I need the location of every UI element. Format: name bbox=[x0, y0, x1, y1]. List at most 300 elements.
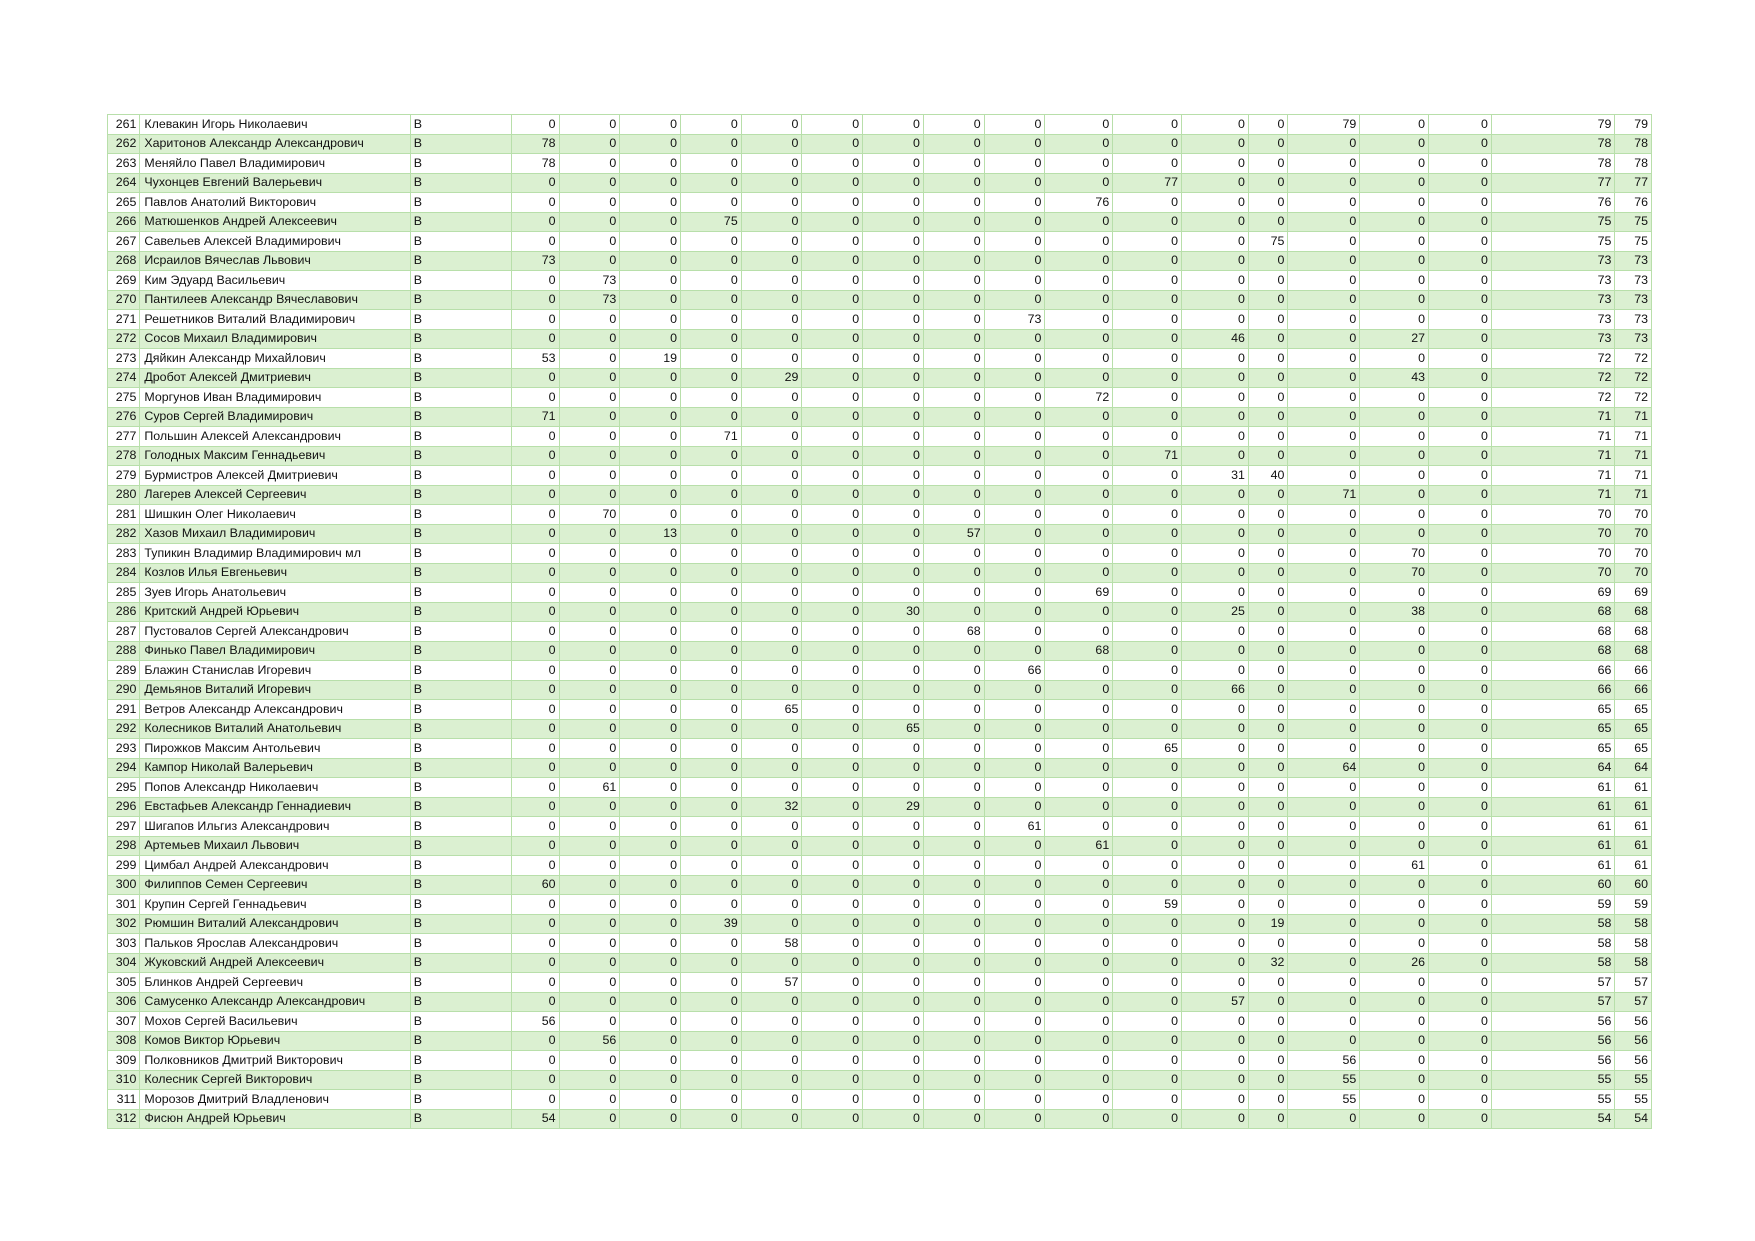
stage-11-cell: 0 bbox=[1113, 427, 1182, 447]
stage-9-cell: 0 bbox=[984, 602, 1045, 622]
table-row bbox=[108, 992, 1652, 1012]
stage-13-cell: 0 bbox=[1248, 388, 1287, 408]
stage-15-cell: 0 bbox=[1360, 505, 1429, 525]
stage-2-cell: 0 bbox=[559, 700, 620, 720]
group-cell: В bbox=[410, 407, 511, 427]
stage-16-cell: 0 bbox=[1429, 212, 1492, 232]
stage-10-cell: 0 bbox=[1045, 602, 1113, 622]
stage-1-cell: 0 bbox=[511, 680, 559, 700]
stage-11-cell: 0 bbox=[1113, 934, 1182, 954]
table-row bbox=[108, 290, 1652, 310]
stage-7-cell: 0 bbox=[863, 739, 924, 759]
table-row bbox=[108, 310, 1652, 330]
stage-12-cell: 0 bbox=[1182, 1070, 1249, 1090]
stage-2-cell: 0 bbox=[559, 544, 620, 564]
stage-15-cell: 0 bbox=[1360, 271, 1429, 291]
stage-2-cell: 0 bbox=[559, 368, 620, 388]
stage-7-cell: 0 bbox=[863, 368, 924, 388]
stage-3-cell: 0 bbox=[620, 973, 681, 993]
stage-6-cell: 0 bbox=[802, 544, 863, 564]
rank-cell: 268 bbox=[108, 251, 140, 271]
stage-16-cell: 0 bbox=[1429, 1070, 1492, 1090]
stage-8-cell: 0 bbox=[923, 349, 984, 369]
stage-11-cell: 0 bbox=[1113, 836, 1182, 856]
table-row bbox=[108, 602, 1652, 622]
stage-6-cell: 0 bbox=[802, 485, 863, 505]
stage-2-cell: 0 bbox=[559, 193, 620, 213]
table-row bbox=[108, 407, 1652, 427]
stage-5-cell: 0 bbox=[741, 212, 802, 232]
stage-11-cell: 0 bbox=[1113, 778, 1182, 798]
stage-1-cell: 0 bbox=[511, 446, 559, 466]
stage-10-cell: 0 bbox=[1045, 329, 1113, 349]
stage-3-cell: 13 bbox=[620, 524, 681, 544]
stage-2-cell: 0 bbox=[559, 602, 620, 622]
group-cell: В bbox=[410, 154, 511, 174]
stage-5-cell: 0 bbox=[741, 524, 802, 544]
stage-2-cell: 0 bbox=[559, 407, 620, 427]
stage-9-cell: 0 bbox=[984, 388, 1045, 408]
stage-14-cell: 0 bbox=[1288, 583, 1360, 603]
stage-11-cell: 0 bbox=[1113, 466, 1182, 486]
stage-10-cell: 76 bbox=[1045, 193, 1113, 213]
stage-14-cell: 0 bbox=[1288, 875, 1360, 895]
stage-13-cell: 0 bbox=[1248, 212, 1287, 232]
stage-6-cell: 0 bbox=[802, 992, 863, 1012]
stage-6-cell: 0 bbox=[802, 934, 863, 954]
stage-11-cell: 0 bbox=[1113, 193, 1182, 213]
total-cell: 65 bbox=[1491, 739, 1615, 759]
total-cell: 71 bbox=[1491, 485, 1615, 505]
stage-2-cell: 0 bbox=[559, 251, 620, 271]
stage-8-cell: 0 bbox=[923, 1090, 984, 1110]
group-cell: В bbox=[410, 446, 511, 466]
stage-4-cell: 0 bbox=[680, 505, 741, 525]
stage-5-cell: 32 bbox=[741, 797, 802, 817]
stage-15-cell: 0 bbox=[1360, 388, 1429, 408]
stage-1-cell: 0 bbox=[511, 934, 559, 954]
group-cell: В bbox=[410, 251, 511, 271]
stage-3-cell: 0 bbox=[620, 134, 681, 154]
name-cell: Меняйло Павел Владимирович bbox=[140, 154, 410, 174]
stage-4-cell: 0 bbox=[680, 797, 741, 817]
stage-6-cell: 0 bbox=[802, 1051, 863, 1071]
stage-14-cell: 0 bbox=[1288, 797, 1360, 817]
stage-16-cell: 0 bbox=[1429, 973, 1492, 993]
stage-12-cell: 46 bbox=[1182, 329, 1249, 349]
stage-12-cell: 0 bbox=[1182, 368, 1249, 388]
stage-1-cell: 0 bbox=[511, 641, 559, 661]
stage-15-cell: 0 bbox=[1360, 758, 1429, 778]
stage-14-cell: 0 bbox=[1288, 407, 1360, 427]
stage-13-cell: 40 bbox=[1248, 466, 1287, 486]
stage-7-cell: 0 bbox=[863, 115, 924, 135]
stage-7-cell: 0 bbox=[863, 310, 924, 330]
stage-14-cell: 56 bbox=[1288, 1051, 1360, 1071]
stage-11-cell: 0 bbox=[1113, 758, 1182, 778]
stage-13-cell: 32 bbox=[1248, 953, 1287, 973]
stage-8-cell: 0 bbox=[923, 583, 984, 603]
score-cell: 72 bbox=[1615, 388, 1652, 408]
stage-2-cell: 0 bbox=[559, 115, 620, 135]
stage-9-cell: 0 bbox=[984, 446, 1045, 466]
stage-5-cell: 58 bbox=[741, 934, 802, 954]
stage-9-cell: 0 bbox=[984, 1012, 1045, 1032]
name-cell: Савельев Алексей Владимирович bbox=[140, 232, 410, 252]
group-cell: В bbox=[410, 271, 511, 291]
stage-13-cell: 0 bbox=[1248, 1012, 1287, 1032]
stage-14-cell: 0 bbox=[1288, 622, 1360, 642]
name-cell: Хазов Михаил Владимирович bbox=[140, 524, 410, 544]
stage-3-cell: 0 bbox=[620, 251, 681, 271]
stage-15-cell: 0 bbox=[1360, 641, 1429, 661]
table-row bbox=[108, 1090, 1652, 1110]
stage-13-cell: 0 bbox=[1248, 602, 1287, 622]
group-cell: В bbox=[410, 466, 511, 486]
stage-14-cell: 0 bbox=[1288, 953, 1360, 973]
stage-8-cell: 0 bbox=[923, 466, 984, 486]
stage-14-cell: 0 bbox=[1288, 1109, 1360, 1129]
name-cell: Финько Павел Владимирович bbox=[140, 641, 410, 661]
stage-1-cell: 0 bbox=[511, 427, 559, 447]
name-cell: Пирожков Максим Антольевич bbox=[140, 739, 410, 759]
stage-9-cell: 0 bbox=[984, 544, 1045, 564]
table-row bbox=[108, 661, 1652, 681]
total-cell: 72 bbox=[1491, 368, 1615, 388]
stage-1-cell: 0 bbox=[511, 836, 559, 856]
stage-5-cell: 0 bbox=[741, 349, 802, 369]
table-row bbox=[108, 739, 1652, 759]
stage-5-cell: 0 bbox=[741, 661, 802, 681]
total-cell: 66 bbox=[1491, 661, 1615, 681]
stage-12-cell: 0 bbox=[1182, 622, 1249, 642]
stage-1-cell: 0 bbox=[511, 719, 559, 739]
name-cell: Полковников Дмитрий Викторович bbox=[140, 1051, 410, 1071]
stage-9-cell: 0 bbox=[984, 680, 1045, 700]
stage-4-cell: 0 bbox=[680, 875, 741, 895]
stage-6-cell: 0 bbox=[802, 895, 863, 915]
stage-15-cell: 0 bbox=[1360, 193, 1429, 213]
group-cell: В bbox=[410, 544, 511, 564]
stage-6-cell: 0 bbox=[802, 914, 863, 934]
group-cell: В bbox=[410, 758, 511, 778]
stage-7-cell: 0 bbox=[863, 173, 924, 193]
stage-2-cell: 0 bbox=[559, 427, 620, 447]
group-cell: В bbox=[410, 1031, 511, 1051]
stage-11-cell: 0 bbox=[1113, 680, 1182, 700]
stage-16-cell: 0 bbox=[1429, 914, 1492, 934]
stage-14-cell: 0 bbox=[1288, 427, 1360, 447]
total-cell: 71 bbox=[1491, 407, 1615, 427]
stage-8-cell: 0 bbox=[923, 661, 984, 681]
stage-4-cell: 0 bbox=[680, 739, 741, 759]
stage-9-cell: 0 bbox=[984, 1109, 1045, 1129]
stage-5-cell: 0 bbox=[741, 641, 802, 661]
stage-16-cell: 0 bbox=[1429, 368, 1492, 388]
stage-16-cell: 0 bbox=[1429, 505, 1492, 525]
total-cell: 71 bbox=[1491, 446, 1615, 466]
stage-13-cell: 0 bbox=[1248, 778, 1287, 798]
stage-13-cell: 0 bbox=[1248, 583, 1287, 603]
table-row bbox=[108, 895, 1652, 915]
rank-cell: 290 bbox=[108, 680, 140, 700]
stage-15-cell: 0 bbox=[1360, 700, 1429, 720]
score-cell: 75 bbox=[1615, 212, 1652, 232]
stage-3-cell: 0 bbox=[620, 446, 681, 466]
table-row bbox=[108, 563, 1652, 583]
stage-8-cell: 0 bbox=[923, 505, 984, 525]
stage-10-cell: 0 bbox=[1045, 856, 1113, 876]
group-cell: В bbox=[410, 641, 511, 661]
stage-10-cell: 0 bbox=[1045, 622, 1113, 642]
stage-10-cell: 0 bbox=[1045, 544, 1113, 564]
stage-1-cell: 0 bbox=[511, 992, 559, 1012]
total-cell: 64 bbox=[1491, 758, 1615, 778]
stage-10-cell: 0 bbox=[1045, 1031, 1113, 1051]
score-cell: 73 bbox=[1615, 271, 1652, 291]
stage-14-cell: 0 bbox=[1288, 329, 1360, 349]
total-cell: 76 bbox=[1491, 193, 1615, 213]
stage-13-cell: 0 bbox=[1248, 934, 1287, 954]
stage-12-cell: 0 bbox=[1182, 583, 1249, 603]
stage-16-cell: 0 bbox=[1429, 329, 1492, 349]
stage-7-cell: 0 bbox=[863, 407, 924, 427]
total-cell: 69 bbox=[1491, 583, 1615, 603]
stage-4-cell: 0 bbox=[680, 934, 741, 954]
stage-9-cell: 73 bbox=[984, 310, 1045, 330]
stage-15-cell: 38 bbox=[1360, 602, 1429, 622]
stage-6-cell: 0 bbox=[802, 622, 863, 642]
score-cell: 58 bbox=[1615, 953, 1652, 973]
score-cell: 73 bbox=[1615, 310, 1652, 330]
table-row bbox=[108, 115, 1652, 135]
stage-14-cell: 0 bbox=[1288, 602, 1360, 622]
total-cell: 65 bbox=[1491, 700, 1615, 720]
stage-15-cell: 0 bbox=[1360, 466, 1429, 486]
stage-10-cell: 0 bbox=[1045, 1109, 1113, 1129]
stage-4-cell: 0 bbox=[680, 407, 741, 427]
stage-16-cell: 0 bbox=[1429, 583, 1492, 603]
score-cell: 71 bbox=[1615, 446, 1652, 466]
rank-cell: 267 bbox=[108, 232, 140, 252]
stage-13-cell: 0 bbox=[1248, 407, 1287, 427]
score-cell: 73 bbox=[1615, 251, 1652, 271]
stage-10-cell: 0 bbox=[1045, 700, 1113, 720]
stage-4-cell: 0 bbox=[680, 661, 741, 681]
stage-9-cell: 0 bbox=[984, 856, 1045, 876]
stage-1-cell: 78 bbox=[511, 134, 559, 154]
stage-1-cell: 56 bbox=[511, 1012, 559, 1032]
stage-8-cell: 0 bbox=[923, 388, 984, 408]
stage-4-cell: 0 bbox=[680, 700, 741, 720]
stage-14-cell: 0 bbox=[1288, 817, 1360, 837]
stage-7-cell: 0 bbox=[863, 212, 924, 232]
stage-4-cell: 0 bbox=[680, 1070, 741, 1090]
stage-7-cell: 0 bbox=[863, 680, 924, 700]
stage-15-cell: 0 bbox=[1360, 349, 1429, 369]
stage-5-cell: 0 bbox=[741, 173, 802, 193]
stage-12-cell: 0 bbox=[1182, 290, 1249, 310]
score-cell: 68 bbox=[1615, 641, 1652, 661]
table-row bbox=[108, 719, 1652, 739]
stage-1-cell: 0 bbox=[511, 466, 559, 486]
stage-4-cell: 0 bbox=[680, 193, 741, 213]
stage-11-cell: 0 bbox=[1113, 1012, 1182, 1032]
stage-12-cell: 0 bbox=[1182, 797, 1249, 817]
rank-cell: 283 bbox=[108, 544, 140, 564]
stage-16-cell: 0 bbox=[1429, 407, 1492, 427]
stage-13-cell: 0 bbox=[1248, 1109, 1287, 1129]
stage-5-cell: 0 bbox=[741, 232, 802, 252]
stage-13-cell: 0 bbox=[1248, 368, 1287, 388]
stage-6-cell: 0 bbox=[802, 641, 863, 661]
stage-1-cell: 0 bbox=[511, 1031, 559, 1051]
stage-11-cell: 65 bbox=[1113, 739, 1182, 759]
score-cell: 70 bbox=[1615, 524, 1652, 544]
stage-10-cell: 0 bbox=[1045, 973, 1113, 993]
group-cell: В bbox=[410, 817, 511, 837]
stage-9-cell: 0 bbox=[984, 700, 1045, 720]
stage-2-cell: 0 bbox=[559, 1012, 620, 1032]
score-cell: 65 bbox=[1615, 719, 1652, 739]
stage-10-cell: 0 bbox=[1045, 1012, 1113, 1032]
stage-12-cell: 0 bbox=[1182, 173, 1249, 193]
stage-11-cell: 0 bbox=[1113, 856, 1182, 876]
stage-11-cell: 0 bbox=[1113, 329, 1182, 349]
stage-5-cell: 0 bbox=[741, 1090, 802, 1110]
stage-14-cell: 0 bbox=[1288, 973, 1360, 993]
rank-cell: 307 bbox=[108, 1012, 140, 1032]
stage-1-cell: 0 bbox=[511, 895, 559, 915]
stage-11-cell: 0 bbox=[1113, 505, 1182, 525]
stage-8-cell: 0 bbox=[923, 817, 984, 837]
stage-4-cell: 0 bbox=[680, 290, 741, 310]
name-cell: Суров Сергей Владимирович bbox=[140, 407, 410, 427]
rank-cell: 277 bbox=[108, 427, 140, 447]
stage-9-cell: 0 bbox=[984, 173, 1045, 193]
stage-1-cell: 0 bbox=[511, 388, 559, 408]
group-cell: В bbox=[410, 427, 511, 447]
group-cell: В bbox=[410, 778, 511, 798]
stage-13-cell: 0 bbox=[1248, 1031, 1287, 1051]
stage-4-cell: 0 bbox=[680, 446, 741, 466]
group-cell: В bbox=[410, 622, 511, 642]
table-row bbox=[108, 446, 1652, 466]
total-cell: 65 bbox=[1491, 719, 1615, 739]
stage-6-cell: 0 bbox=[802, 1012, 863, 1032]
stage-9-cell: 0 bbox=[984, 407, 1045, 427]
stage-16-cell: 0 bbox=[1429, 778, 1492, 798]
stage-9-cell: 61 bbox=[984, 817, 1045, 837]
total-cell: 59 bbox=[1491, 895, 1615, 915]
stage-9-cell: 0 bbox=[984, 212, 1045, 232]
table-row bbox=[108, 1051, 1652, 1071]
stage-14-cell: 71 bbox=[1288, 485, 1360, 505]
stage-2-cell: 0 bbox=[559, 583, 620, 603]
rank-cell: 275 bbox=[108, 388, 140, 408]
stage-15-cell: 0 bbox=[1360, 719, 1429, 739]
stage-4-cell: 0 bbox=[680, 622, 741, 642]
stage-10-cell: 68 bbox=[1045, 641, 1113, 661]
stage-11-cell: 0 bbox=[1113, 583, 1182, 603]
score-cell: 79 bbox=[1615, 115, 1652, 135]
stage-16-cell: 0 bbox=[1429, 1031, 1492, 1051]
stage-12-cell: 0 bbox=[1182, 758, 1249, 778]
stage-14-cell: 0 bbox=[1288, 251, 1360, 271]
stage-4-cell: 0 bbox=[680, 1051, 741, 1071]
stage-14-cell: 0 bbox=[1288, 700, 1360, 720]
stage-14-cell: 0 bbox=[1288, 173, 1360, 193]
stage-9-cell: 0 bbox=[984, 622, 1045, 642]
stage-13-cell: 0 bbox=[1248, 797, 1287, 817]
stage-2-cell: 0 bbox=[559, 388, 620, 408]
stage-3-cell: 0 bbox=[620, 173, 681, 193]
stage-1-cell: 0 bbox=[511, 953, 559, 973]
score-cell: 54 bbox=[1615, 1109, 1652, 1129]
stage-6-cell: 0 bbox=[802, 310, 863, 330]
stage-6-cell: 0 bbox=[802, 1109, 863, 1129]
stage-16-cell: 0 bbox=[1429, 290, 1492, 310]
group-cell: В bbox=[410, 329, 511, 349]
stage-8-cell: 68 bbox=[923, 622, 984, 642]
score-cell: 76 bbox=[1615, 193, 1652, 213]
stage-9-cell: 0 bbox=[984, 1070, 1045, 1090]
stage-4-cell: 0 bbox=[680, 1031, 741, 1051]
stage-1-cell: 54 bbox=[511, 1109, 559, 1129]
stage-4-cell: 0 bbox=[680, 466, 741, 486]
stage-16-cell: 0 bbox=[1429, 271, 1492, 291]
stage-5-cell: 0 bbox=[741, 1070, 802, 1090]
stage-6-cell: 0 bbox=[802, 953, 863, 973]
stage-5-cell: 0 bbox=[741, 193, 802, 213]
group-cell: В bbox=[410, 1109, 511, 1129]
stage-7-cell: 0 bbox=[863, 446, 924, 466]
stage-1-cell: 0 bbox=[511, 797, 559, 817]
stage-1-cell: 78 bbox=[511, 154, 559, 174]
stage-12-cell: 57 bbox=[1182, 992, 1249, 1012]
stage-7-cell: 0 bbox=[863, 1090, 924, 1110]
stage-3-cell: 0 bbox=[620, 700, 681, 720]
stage-6-cell: 0 bbox=[802, 251, 863, 271]
stage-12-cell: 0 bbox=[1182, 661, 1249, 681]
stage-13-cell: 0 bbox=[1248, 836, 1287, 856]
stage-16-cell: 0 bbox=[1429, 310, 1492, 330]
total-cell: 73 bbox=[1491, 251, 1615, 271]
stage-2-cell: 61 bbox=[559, 778, 620, 798]
stage-11-cell: 0 bbox=[1113, 875, 1182, 895]
stage-11-cell: 0 bbox=[1113, 700, 1182, 720]
stage-3-cell: 0 bbox=[620, 329, 681, 349]
table-row bbox=[108, 173, 1652, 193]
score-cell: 78 bbox=[1615, 134, 1652, 154]
table-row bbox=[108, 583, 1652, 603]
stage-3-cell: 0 bbox=[620, 505, 681, 525]
stage-14-cell: 0 bbox=[1288, 1031, 1360, 1051]
stage-12-cell: 0 bbox=[1182, 310, 1249, 330]
stage-4-cell: 0 bbox=[680, 134, 741, 154]
stage-15-cell: 0 bbox=[1360, 973, 1429, 993]
stage-7-cell: 0 bbox=[863, 758, 924, 778]
stage-12-cell: 31 bbox=[1182, 466, 1249, 486]
stage-16-cell: 0 bbox=[1429, 875, 1492, 895]
stage-8-cell: 0 bbox=[923, 368, 984, 388]
stage-8-cell: 0 bbox=[923, 1070, 984, 1090]
stage-2-cell: 0 bbox=[559, 934, 620, 954]
stage-5-cell: 0 bbox=[741, 992, 802, 1012]
total-cell: 68 bbox=[1491, 641, 1615, 661]
stage-15-cell: 0 bbox=[1360, 407, 1429, 427]
stage-15-cell: 0 bbox=[1360, 232, 1429, 252]
